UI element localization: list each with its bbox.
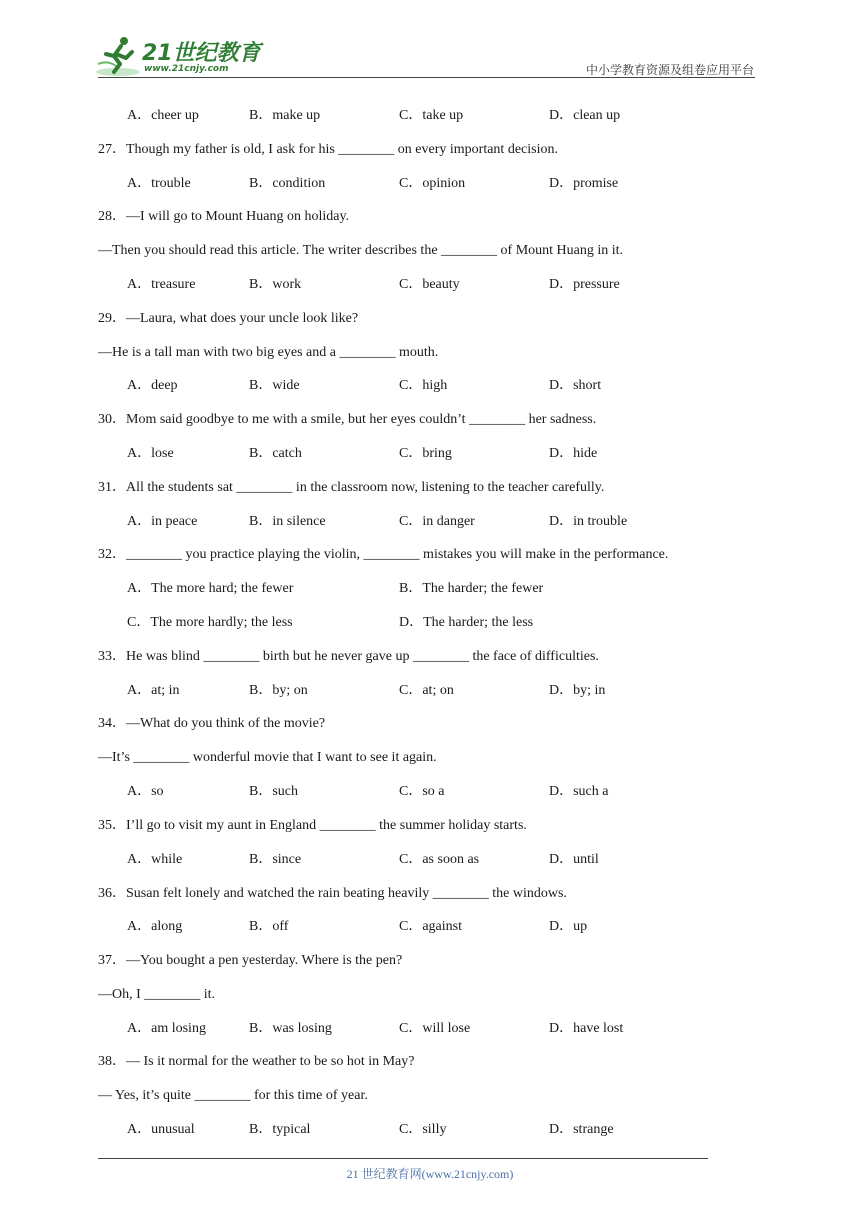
q28-option-b: B．work (249, 277, 302, 292)
q29-option-a: A．deep (127, 378, 178, 393)
q26-option-d: D．clean up (549, 108, 621, 123)
q31-stem: 31．All the students sat ________ in the classroom now, listening to the teacher carefully. (98, 480, 605, 495)
q29-stem-2: —He is a tall man with two big eyes and a ________ mouth. (98, 345, 439, 360)
q38-option-a: A．unusual (127, 1122, 195, 1137)
q29-option-d: D．short (549, 378, 602, 393)
q27-stem: 27．Though my father is old, I ask for his ________ on every important decision. (98, 142, 558, 157)
q28-option-a: A．treasure (127, 277, 196, 292)
q28-option-c: C．beauty (399, 277, 460, 292)
q33-option-a: A．at; in (127, 683, 180, 698)
q34-option-b: B．such (249, 784, 298, 799)
q31-option-c: C．in danger (399, 514, 475, 529)
q37-option-b: B．was losing (249, 1021, 332, 1036)
footer-link[interactable]: 21 世纪教育网(www.21cnjy.com) (346, 1167, 514, 1181)
q37-option-a: A．am losing (127, 1021, 206, 1036)
q30-option-b: B．catch (249, 446, 302, 461)
q38-option-d: D．strange (549, 1122, 614, 1137)
logo-url: www.21cnjy.com (144, 64, 229, 74)
q34-option-d: D．such a (549, 784, 609, 799)
q33-stem: 33．He was blind ________ birth but he never gave up ________ the face of difficulties. (98, 649, 599, 664)
q26-option-a: A．cheer up (127, 108, 199, 123)
footer-divider (98, 1158, 708, 1159)
q35-option-d: D．until (549, 852, 599, 867)
q38-option-c: C．silly (399, 1122, 447, 1137)
q31-option-b: B．in silence (249, 514, 326, 529)
q28-stem: 28．—I will go to Mount Huang on holiday. (98, 209, 350, 224)
q30-option-a: A．lose (127, 446, 174, 461)
q27-option-d: D．promise (549, 176, 619, 191)
header-platform-text: 中小学教育资源及组卷应用平台 (585, 63, 754, 77)
q32-option-a: A．The more hard; the fewer (127, 581, 294, 596)
runner-icon (94, 34, 144, 78)
q30-option-c: C．bring (399, 446, 452, 461)
q37-stem: 37．—You bought a pen yesterday. Where is the pen? (98, 953, 403, 968)
q27-option-c: C．opinion (399, 176, 466, 191)
q29-option-b: B．wide (249, 378, 300, 393)
q37-stem-2: —Oh, I ________ it. (98, 987, 216, 1002)
q26-option-b: B．make up (249, 108, 321, 123)
q35-option-c: C．as soon as (399, 852, 480, 867)
q32-stem: 32．________ you practice playing the violin, ________ mistakes you will make in the performance. (98, 547, 669, 562)
q36-stem: 36．Susan felt lonely and watched the rain beating heavily ________ the windows. (98, 886, 567, 901)
q34-stem: 34．—What do you think of the movie? (98, 716, 326, 731)
q32-option-c: C．The more hardly; the less (127, 615, 293, 630)
q35-option-a: A．while (127, 852, 183, 867)
q31-option-d: D．in trouble (549, 514, 628, 529)
q38-option-b: B．typical (249, 1122, 311, 1137)
q28-stem-2: —Then you should read this article. The writer describes the ________ of Mount Huang in it. (98, 243, 624, 258)
q37-option-c: C．will lose (399, 1021, 471, 1036)
q35-option-b: B．since (249, 852, 302, 867)
q27-option-b: B．condition (249, 176, 326, 191)
q29-stem: 29．—Laura, what does your uncle look like? (98, 311, 359, 326)
page-header (0, 0, 860, 80)
q34-option-a: A．so (127, 784, 164, 799)
q32-option-d: D．The harder; the less (399, 615, 534, 630)
q30-stem: 30．Mom said goodbye to me with a smile, but her eyes couldn’t ________ her sadness. (98, 412, 597, 427)
q32-option-b: B．The harder; the fewer (399, 581, 544, 596)
logo-text: 21世纪教育 (142, 41, 261, 66)
q36-option-d: D．up (549, 919, 588, 934)
q34-stem-2: —It’s ________ wonderful movie that I want to see it again. (98, 750, 437, 765)
q35-stem: 35．I’ll go to visit my aunt in England ________ the summer holiday starts. (98, 818, 527, 833)
q36-option-a: A．along (127, 919, 183, 934)
q33-option-b: B．by; on (249, 683, 308, 698)
q34-option-c: C．so a (399, 784, 445, 799)
q37-option-d: D．have lost (549, 1021, 624, 1036)
q33-option-d: D．by; in (549, 683, 606, 698)
site-logo (94, 34, 264, 78)
q36-option-b: B．off (249, 919, 289, 934)
q33-option-c: C．at; on (399, 683, 454, 698)
q38-stem-2: — Yes, it’s quite ________ for this time of year. (98, 1088, 368, 1103)
q27-option-a: A．trouble (127, 176, 191, 191)
q31-option-a: A．in peace (127, 514, 198, 529)
q36-option-c: C．against (399, 919, 462, 934)
q29-option-c: C．high (399, 378, 448, 393)
q38-stem: 38．— Is it normal for the weather to be so hot in May? (98, 1054, 415, 1069)
q28-option-d: D．pressure (549, 277, 620, 292)
q26-option-c: C．take up (399, 108, 464, 123)
q30-option-d: D．hide (549, 446, 598, 461)
header-divider (98, 77, 755, 78)
